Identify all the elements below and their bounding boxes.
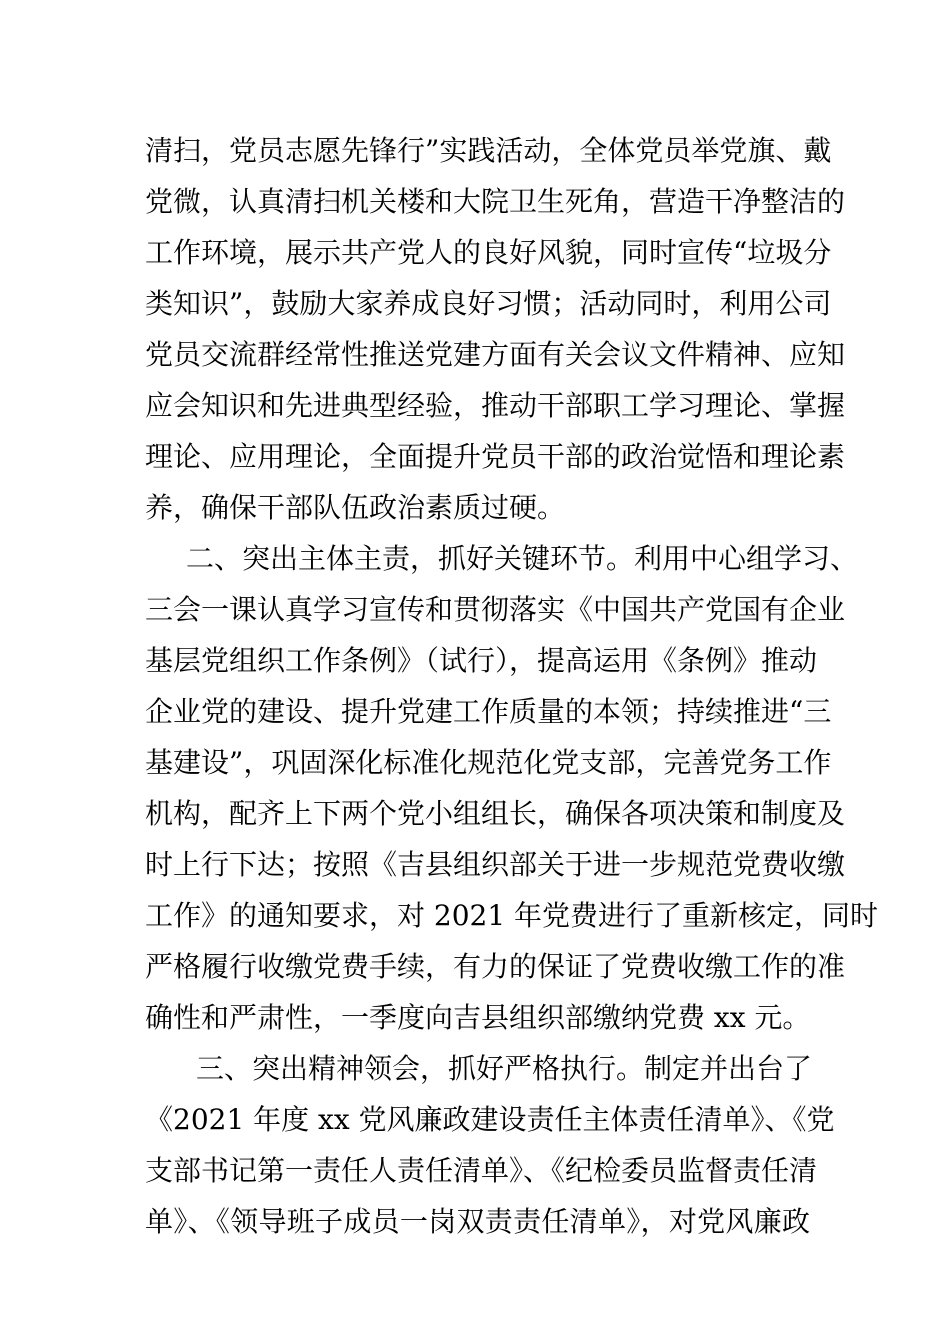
- text-line: 三会一课认真学习宣传和贯彻落实《中国共产党国有企业: [145, 593, 846, 626]
- text-line: 单》、《领导班子成员一岗双责责任清单》，对党风廉政: [145, 1205, 810, 1238]
- text-line: 基建设”，巩固深化标准化规范化党支部，完善党务工作: [145, 746, 832, 779]
- text-line: 养，确保干部队伍政治素质过硬。: [145, 491, 566, 524]
- text-line: 工作》的通知要求，对 2021 年党费进行了重新核定，同时: [145, 899, 879, 932]
- text-line: 时上行下达；按照《吉县组织部关于进一步规范党费收缴: [145, 848, 846, 881]
- text-line: 机构，配齐上下两个党小组组长，确保各项决策和制度及: [145, 797, 846, 830]
- text-line: 企业党的建设、提升党建工作质量的本领；持续推进“三: [145, 695, 832, 728]
- text-line: 应会知识和先进典型经验，推动干部职工学习理论、掌握: [145, 389, 846, 422]
- text-line: 《2021 年度 xx 党风廉政建设责任主体责任清单》、《党: [145, 1103, 835, 1136]
- section-heading-line: 二、突出主体主责，抓好关键环节。利用中心组学习、: [186, 542, 859, 575]
- section-heading-line: 三、突出精神领会，抓好严格执行。制定并出台了: [196, 1052, 813, 1085]
- text-line: 党微，认真清扫机关楼和大院卫生死角，营造干净整洁的: [145, 185, 846, 218]
- text-line: 类知识”，鼓励大家养成良好习惯；活动同时，利用公司: [145, 287, 832, 320]
- text-line: 支部书记第一责任人责任清单》、《纪检委员监督责任清: [145, 1154, 818, 1187]
- text-line: 清扫，党员志愿先锋行”实践活动，全体党员举党旗、戴: [145, 134, 832, 167]
- text-line: 党员交流群经常性推送党建方面有关会议文件精神、应知: [145, 338, 846, 371]
- text-line: 工作环境，展示共产党人的良好风貌，同时宣传“垃圾分: [145, 236, 832, 269]
- text-line: 基层党组织工作条例》（试行），提高运用《条例》推动: [145, 644, 818, 677]
- text-line: 确性和严肃性，一季度向吉县组织部缴纳党费 xx 元。: [145, 1001, 811, 1034]
- text-line: 理论、应用理论，全面提升党员干部的政治觉悟和理论素: [145, 440, 846, 473]
- text-line: 严格履行收缴党费手续，有力的保证了党费收缴工作的准: [145, 950, 846, 983]
